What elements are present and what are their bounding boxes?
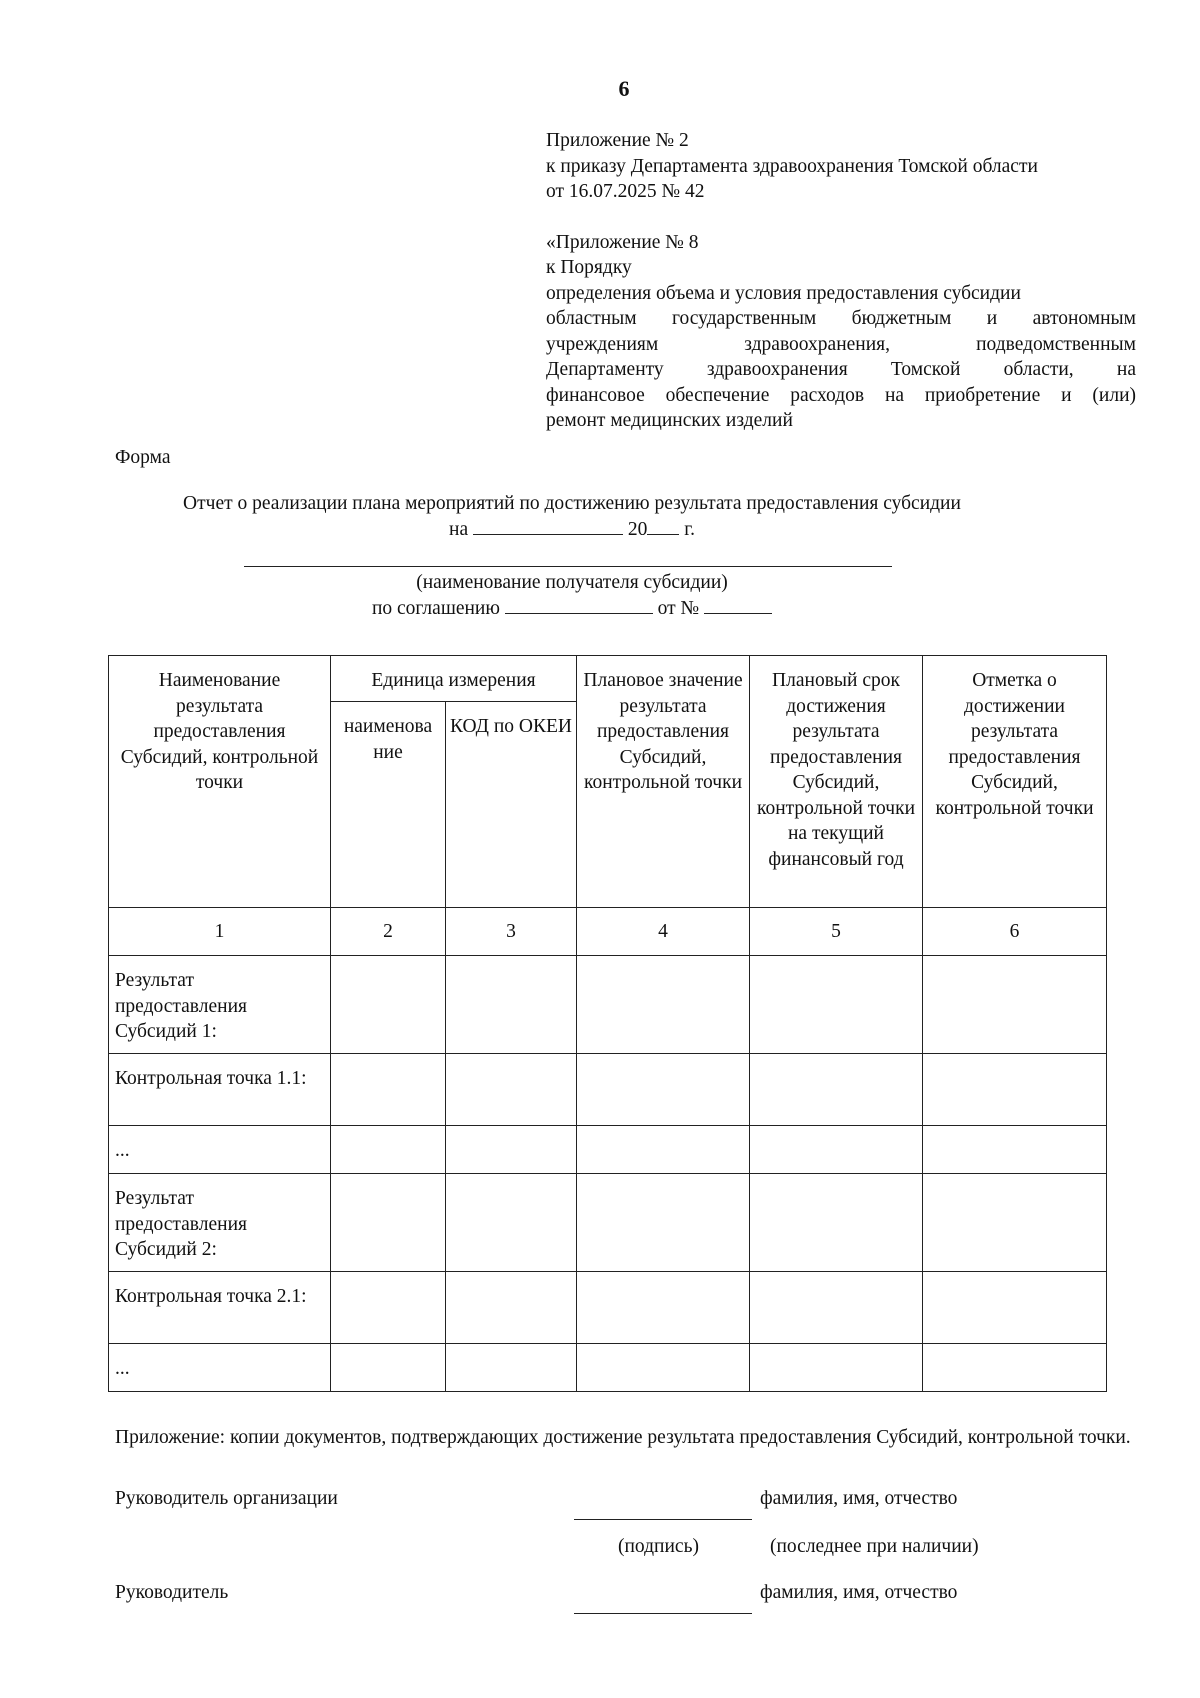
recipient-caption: (наименование получателя субсидии)	[416, 572, 728, 593]
head-label: Руководитель	[115, 1582, 229, 1603]
table-cell[interactable]	[577, 1054, 750, 1126]
column-number: 1	[109, 908, 331, 956]
table-cell[interactable]	[750, 1126, 923, 1174]
header-planned-value: Плановое значение результата предоставления Субсидий, контрольной точки	[577, 656, 750, 908]
table-cell[interactable]	[577, 1344, 750, 1392]
table-cell[interactable]	[446, 1344, 577, 1392]
appendix-header	[546, 128, 1136, 434]
table-row	[109, 1126, 1107, 1174]
appendix-text-line: определения объема и условия предоставления субсидии	[546, 282, 1021, 304]
table-cell[interactable]	[750, 1344, 923, 1392]
recipient-name-line[interactable]	[244, 566, 892, 567]
header-unit-group: Единица измерения	[331, 656, 577, 702]
table-cell[interactable]	[331, 956, 446, 1054]
agreement-number-blank[interactable]	[704, 597, 772, 614]
row-label: Контрольная точка 2.1:	[109, 1272, 331, 1344]
row-label: Результат предоставления Субсидий 2:	[109, 1174, 331, 1272]
date-blank[interactable]	[473, 518, 623, 535]
fio-label: фамилия, имя, отчество	[760, 1488, 958, 1509]
header-unit-name: наименова ние	[331, 702, 446, 908]
table-row	[109, 1054, 1107, 1126]
header-result-name: Наименование результата предоставления Субсидий, контрольной точки	[109, 656, 331, 908]
table-row	[109, 1174, 1107, 1272]
table-cell[interactable]	[446, 1054, 577, 1126]
table-cell[interactable]	[750, 956, 923, 1054]
table-cell[interactable]	[577, 1126, 750, 1174]
agreement-blank[interactable]	[505, 597, 653, 614]
attachment-note: Приложение: копии документов, подтверждающих достижение результата предоставления Субсидий, контрольной точки.	[115, 1427, 1131, 1448]
signature-caption: (подпись)	[618, 1536, 699, 1557]
table-cell[interactable]	[446, 956, 577, 1054]
table-cell[interactable]	[750, 1054, 923, 1126]
table-row	[109, 1272, 1107, 1344]
table-cell[interactable]	[331, 1272, 446, 1344]
agreement-line: по соглашению от №	[0, 596, 1144, 622]
row-label: ...	[109, 1344, 331, 1392]
report-date-line: на 20 г.	[449, 519, 695, 540]
appendix-text-line: областным государственным бюджетным и автономным	[546, 308, 1136, 329]
table-cell[interactable]	[923, 1272, 1107, 1344]
column-number: 3	[446, 908, 577, 956]
appendix-order-date: от 16.07.2025 № 42	[546, 181, 705, 202]
table-cell[interactable]	[331, 1174, 446, 1272]
column-number-row	[109, 908, 1107, 956]
fio-label: фамилия, имя, отчество	[760, 1582, 958, 1603]
page-number: 6	[618, 76, 630, 101]
table-cell[interactable]	[446, 1272, 577, 1344]
table-cell[interactable]	[750, 1272, 923, 1344]
table-cell[interactable]	[446, 1126, 577, 1174]
appendix-text-line: ремонт медицинских изделий	[546, 410, 793, 431]
table-row	[109, 1344, 1107, 1392]
table-cell[interactable]	[923, 1054, 1107, 1126]
header-achievement-mark: Отметка о достижении результата предоставления Субсидий, контрольной точки	[923, 656, 1107, 908]
report-table	[108, 655, 1107, 1392]
column-number: 4	[577, 908, 750, 956]
patronymic-caption: (последнее при наличии)	[770, 1536, 979, 1557]
header-planned-deadline: Плановый срок достижения результата предоставления Субсидий, контрольной точки на текущий финансовый год	[750, 656, 923, 908]
row-label: ...	[109, 1126, 331, 1174]
table-cell[interactable]	[446, 1174, 577, 1272]
appendix-order-ref: к приказу Департамента здравоохранения Томской области	[546, 155, 1038, 177]
recipient-caption-block	[0, 570, 1144, 622]
table-cell[interactable]	[923, 1174, 1107, 1272]
appendix-text-line: финансовое обеспечение расходов на приобретение и (или)	[546, 384, 1136, 406]
table-cell[interactable]	[923, 1344, 1107, 1392]
appendix-text-line: учреждениям здравоохранения, подведомственным	[546, 333, 1136, 355]
table-cell[interactable]	[923, 1126, 1107, 1174]
table-row	[109, 956, 1107, 1054]
form-label: Форма	[115, 447, 171, 468]
table-cell[interactable]	[577, 1272, 750, 1344]
appendix-text-line: Департаменту здравоохранения Томской области, на	[546, 359, 1136, 380]
table-cell[interactable]	[331, 1054, 446, 1126]
row-label: Результат предоставления Субсидий 1:	[109, 956, 331, 1054]
column-number: 5	[750, 908, 923, 956]
appendix-number: Приложение № 2	[546, 130, 689, 151]
table-cell[interactable]	[577, 1174, 750, 1272]
column-number: 2	[331, 908, 446, 956]
report-title: Отчет о реализации плана мероприятий по достижению результата предоставления субсидии	[183, 493, 961, 514]
appendix-inner-number: «Приложение № 8	[546, 231, 699, 253]
table-cell[interactable]	[923, 956, 1107, 1054]
year-blank[interactable]	[647, 518, 679, 535]
signature-line[interactable]	[574, 1613, 752, 1614]
table-cell[interactable]	[750, 1174, 923, 1272]
table-cell[interactable]	[577, 956, 750, 1054]
signature-line[interactable]	[574, 1519, 752, 1520]
row-label: Контрольная точка 1.1:	[109, 1054, 331, 1126]
table-cell[interactable]	[331, 1344, 446, 1392]
column-number: 6	[923, 908, 1107, 956]
appendix-procedure-ref: к Порядку	[546, 257, 632, 278]
report-title-block	[0, 491, 1144, 543]
table-cell[interactable]	[331, 1126, 446, 1174]
header-okei-code: КОД по ОКЕИ	[446, 702, 577, 908]
head-org-label: Руководитель организации	[115, 1488, 338, 1509]
